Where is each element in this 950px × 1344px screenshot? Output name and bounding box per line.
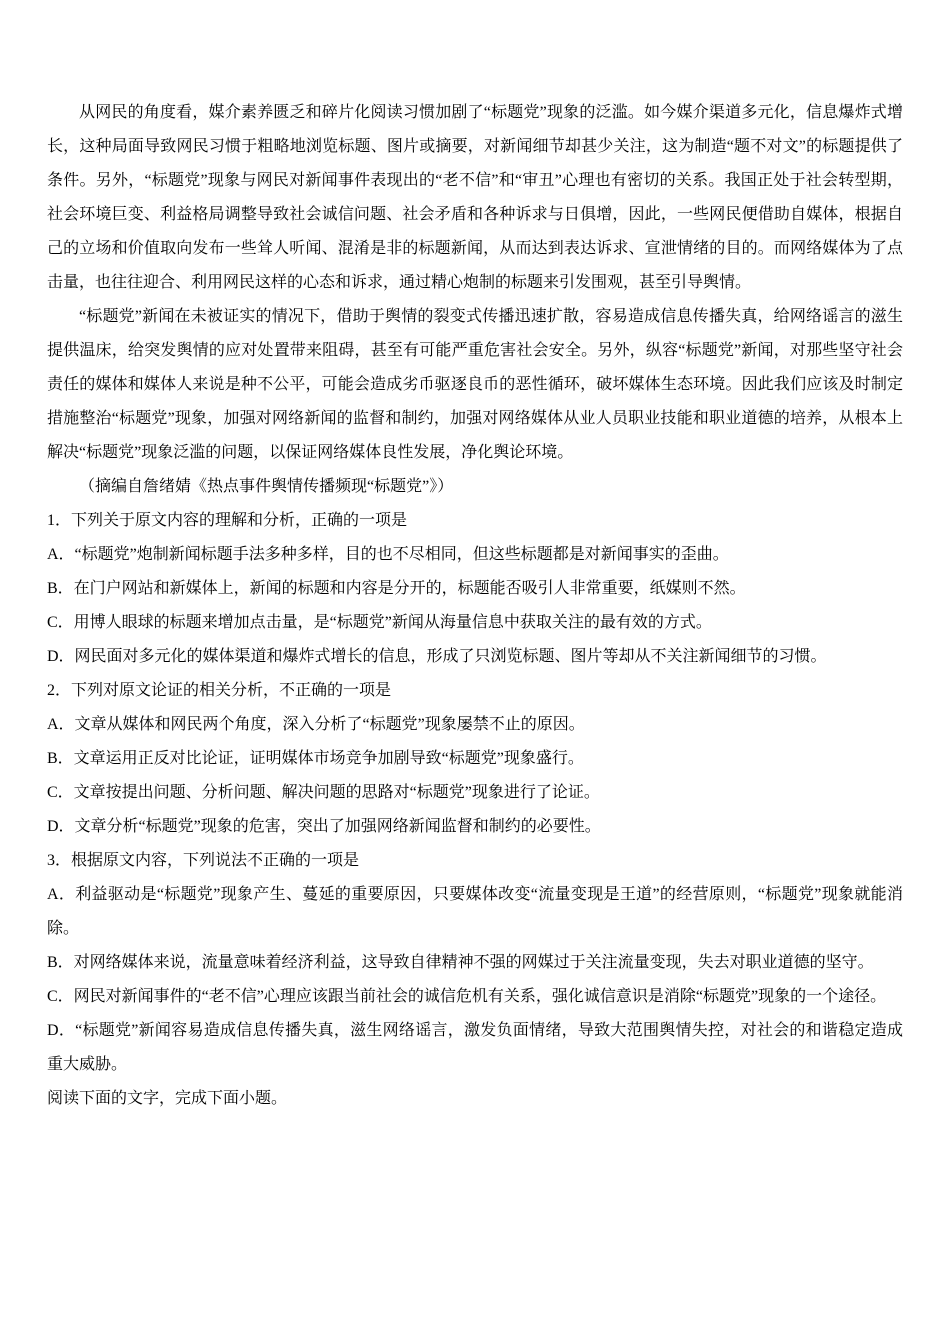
question-2 bbox=[47, 674, 903, 844]
question-1-option-a: A．“标题党”炮制新闻标题手法多种多样，目的也不尽相同，但这些标题都是对新闻事实的歪曲。 bbox=[47, 546, 729, 563]
question-1-option-c: C．用博人眼球的标题来增加点击量，是“标题党”新闻从海量信息中获取关注的最有效的方式。 bbox=[47, 614, 712, 631]
question-2-option-d: D．文章分析“标题党”现象的危害，突出了加强网络新闻监督和制约的必要性。 bbox=[47, 818, 601, 835]
citation-line: （摘编自詹绪婧《热点事件舆情传播频现“标题党”》） bbox=[79, 478, 454, 495]
question-3 bbox=[47, 844, 903, 1082]
question-2-option-a: A．文章从媒体和网民两个角度，深入分析了“标题党”现象屡禁不止的原因。 bbox=[47, 716, 585, 733]
question-1-option-b: B．在门户网站和新媒体上，新闻的标题和内容是分开的，标题能否吸引人非常重要，纸媒则不然。 bbox=[47, 580, 746, 597]
question-1-stem: 1．下列关于原文内容的理解和分析，正确的一项是 bbox=[47, 512, 408, 529]
closing-instruction-line: 阅读下面的文字，完成下面小题。 bbox=[47, 1090, 288, 1107]
question-3-option-d: D．“标题党”新闻容易造成信息传播失真，滋生网络谣言，激发负面情绪，导致大范围舆情失控，对社会的和谐稳定造成重大威胁。 bbox=[47, 1022, 903, 1073]
question-2-option-c: C．文章按提出问题、分析问题、解决问题的思路对“标题党”现象进行了论证。 bbox=[47, 784, 600, 801]
question-3-option-b: B．对网络媒体来说，流量意味着经济利益，这导致自律精神不强的网媒过于关注流量变现，失去对职业道德的坚守。 bbox=[47, 954, 874, 971]
question-2-option-b: B．文章运用正反对比论证，证明媒体市场竞争加剧导致“标题党”现象盛行。 bbox=[47, 750, 584, 767]
body-paragraph-2: “标题党”新闻在未被证实的情况下，借助于舆情的裂变式传播迅速扩散，容易造成信息传播失真，给网络谣言的滋生提供温床，给突发舆情的应对处置带来阻碍，甚至有可能严重危害社会安全。另外，纵容“标题党”新闻，对那些坚守社会责任的媒体和媒体人来说是种不公平，可能会造成劣币驱逐良币的恶性循环，破坏媒体生态环境。因此我们应该及时制定措施整治“标题党”现象，加强对网络新闻的监督和制约，加强对网络媒体从业人员职业技能和职业道德的培养，从根本上解决“标题党”现象泛滥的问题，以保证网络媒体良性发展，净化舆论环境。 bbox=[47, 308, 903, 461]
question-1-option-d: D．网民面对多元化的媒体渠道和爆炸式增长的信息，形成了只浏览标题、图片等却从不关注新闻细节的习惯。 bbox=[47, 648, 827, 665]
question-2-stem: 2．下列对原文论证的相关分析，不正确的一项是 bbox=[47, 682, 392, 699]
body-paragraph-1: 从网民的角度看，媒介素养匮乏和碎片化阅读习惯加剧了“标题党”现象的泛滥。如今媒介渠道多元化，信息爆炸式增长，这种局面导致网民习惯于粗略地浏览标题、图片或摘要，对新闻细节却甚少关注，这为制造“题不对文”的标题提供了条件。另外，“标题党”现象与网民对新闻事件表现出的“老不信”和“审丑”心理也有密切的关系。我国正处于社会转型期，社会环境巨变、利益格局调整导致社会诚信问题、社会矛盾和各种诉求与日俱增，因此，一些网民便借助自媒体，根据自己的立场和价值取向发布一些耸人听闻、混淆是非的标题新闻，从而达到表达诉求、宣泄情绪的目的。而网络媒体为了点击量，也往往迎合、利用网民这样的心态和诉求，通过精心炮制的标题来引发围观，甚至引导舆情。 bbox=[47, 104, 903, 291]
question-1 bbox=[47, 504, 903, 674]
question-3-stem: 3．根据原文内容，下列说法不正确的一项是 bbox=[47, 852, 360, 869]
question-3-option-a: A．利益驱动是“标题党”现象产生、蔓延的重要原因，只要媒体改变“流量变现是王道”的经营原则，“标题党”现象就能消除。 bbox=[47, 886, 903, 937]
question-3-option-c: C．网民对新闻事件的“老不信”心理应该跟当前社会的诚信危机有关系，强化诚信意识是消除“标题党”现象的一个途径。 bbox=[47, 988, 887, 1005]
